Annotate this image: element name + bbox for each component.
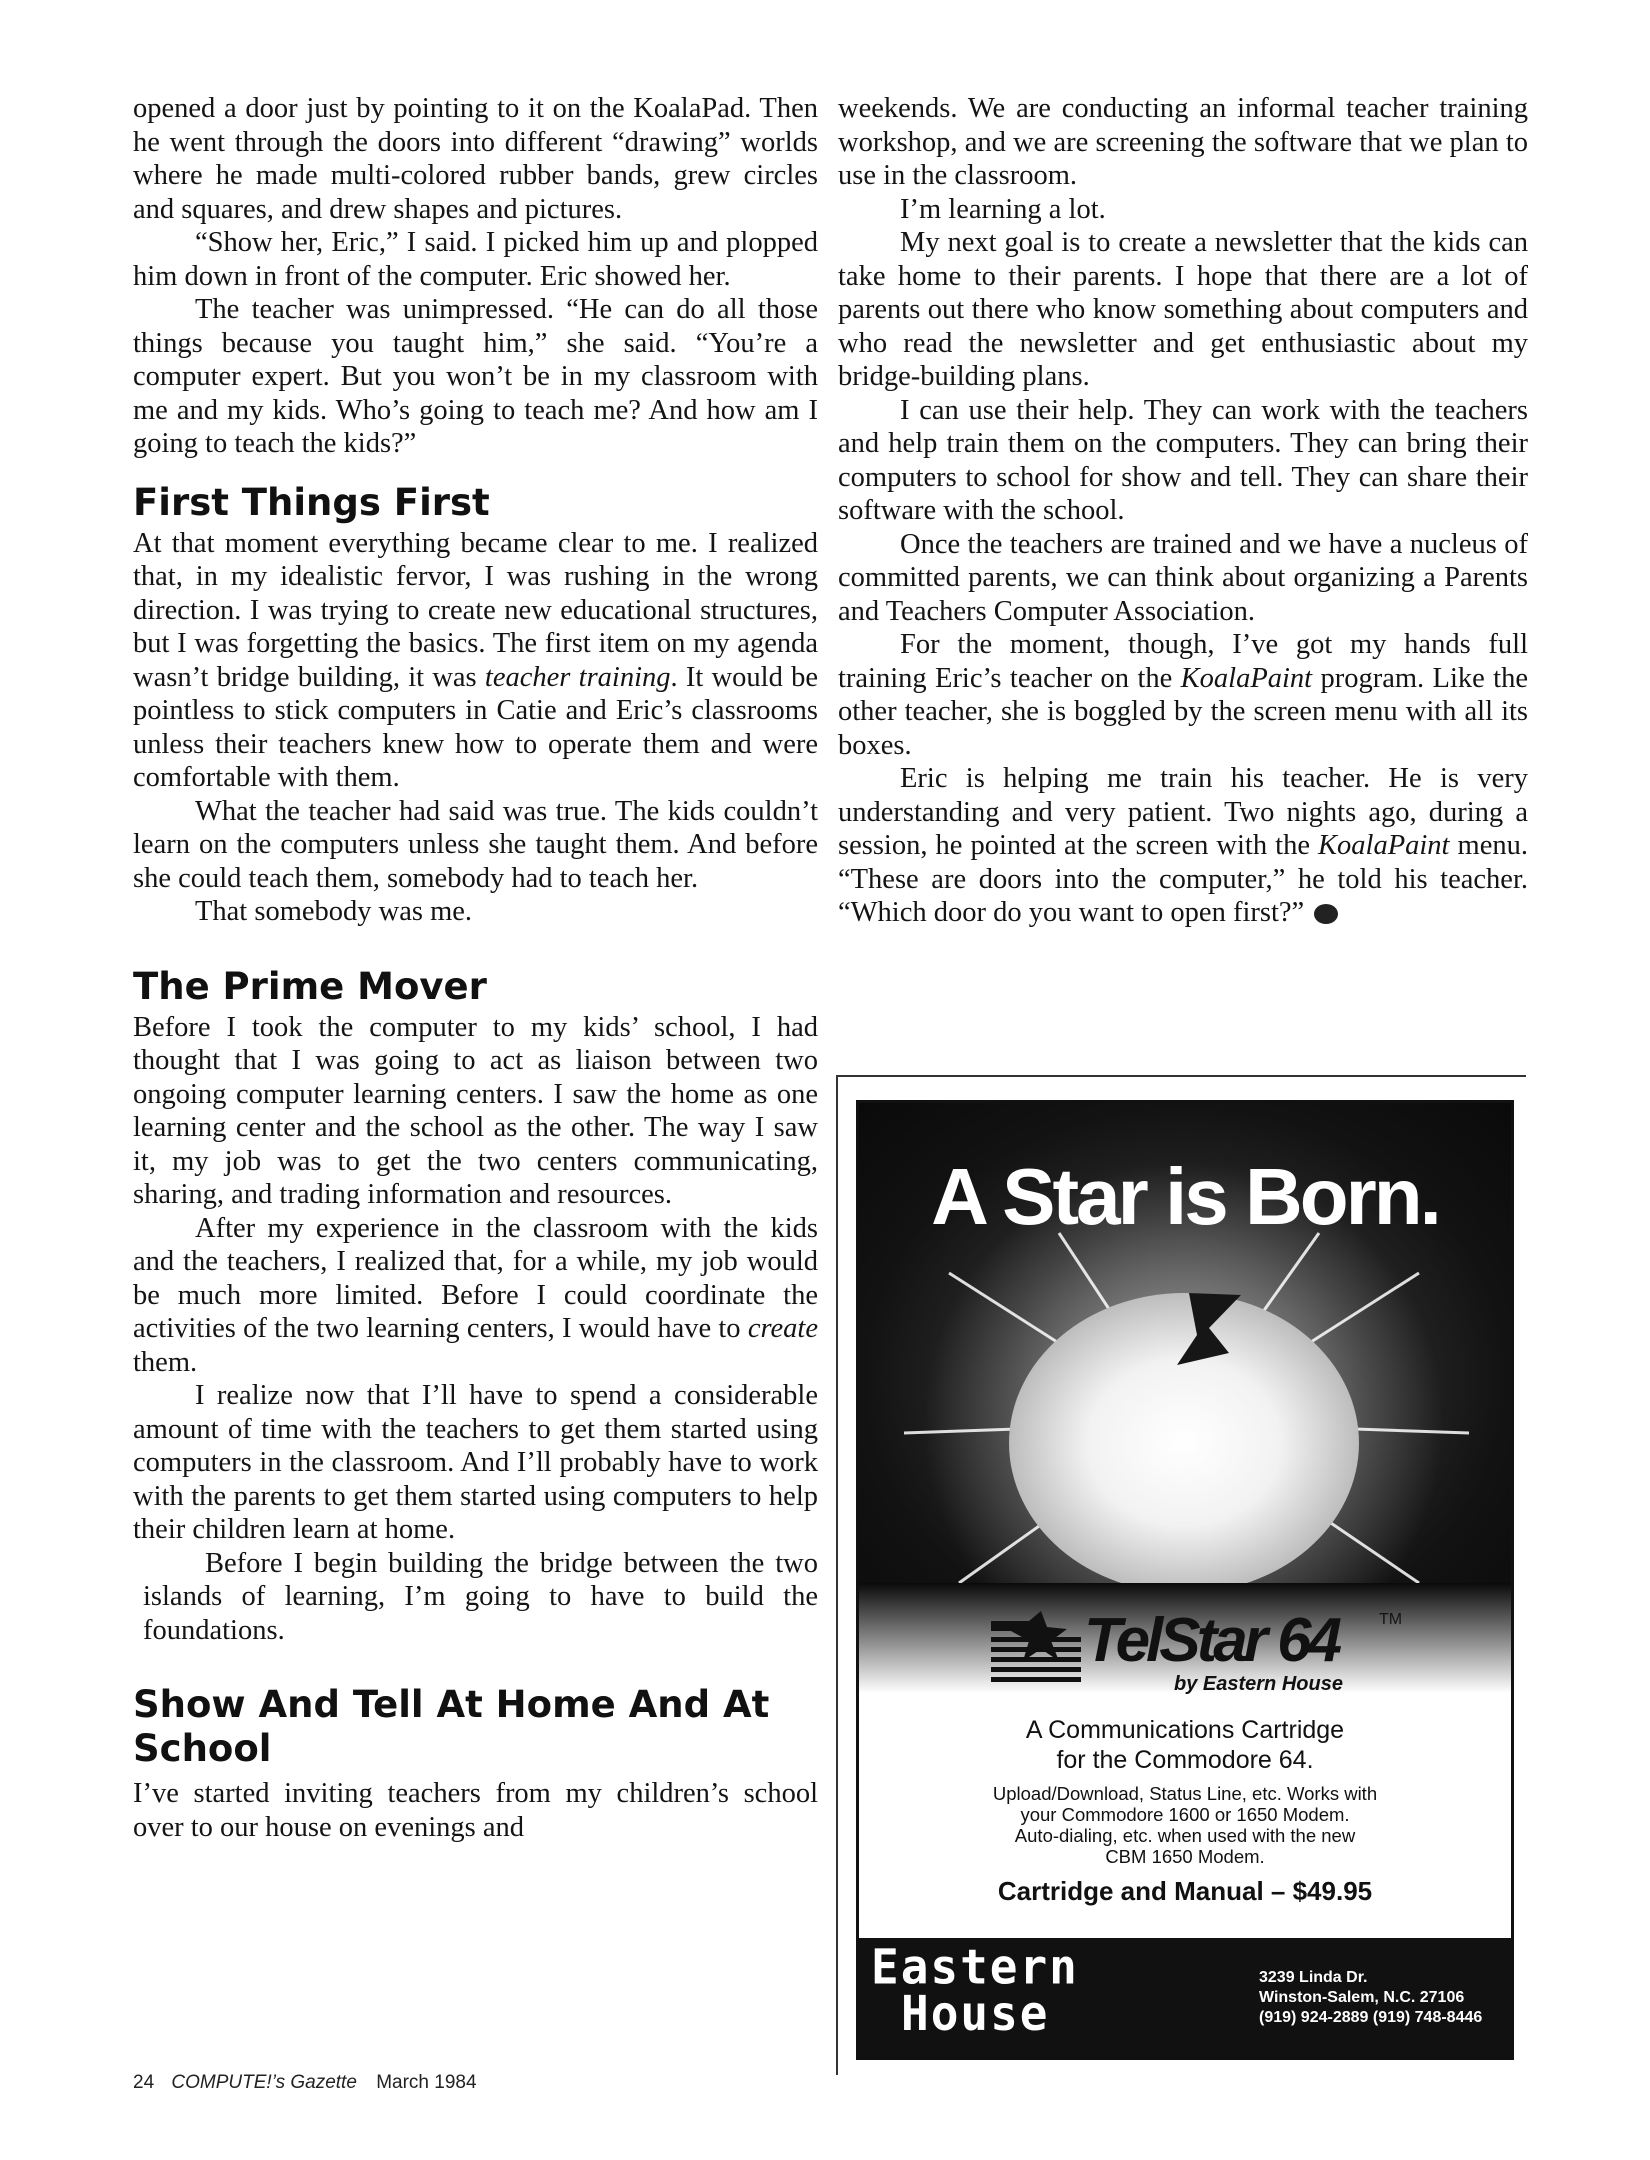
- ad-tagline: A Communications Cartridge for the Commodore 64.: [1025, 1716, 1345, 1774]
- paragraph: My next goal is to create a newsletter that the kids can take home to their parents. I hope that there are a lot of parents out there who know something about computers and who read the newsletter and get enthusiastic about my bridge-building plans.: [838, 227, 1528, 392]
- telstar-logo: [989, 1603, 1409, 1693]
- telstar-flag-icon: [989, 1609, 1089, 1689]
- ad-headline: A Star is Born.: [931, 1152, 1439, 1241]
- right-column: [838, 92, 1528, 930]
- paragraph: What the teacher had said was true. The kids couldn’t learn on the computers unless she taught them. And before she could teach them, somebody had to teach her.: [133, 795, 818, 894]
- paragraph: opened a door just by pointing to it on the KoalaPad. Then he went through the doors into different “drawing” worlds where he made multi-colored rubber bands, grew circles and squares, and drew shapes and pictures.: [133, 93, 818, 225]
- paragraph: I can use their help. They can work with the teachers and help train them on the computers. They can bring their computers to school for show and tell. They can share their software with the school.: [838, 394, 1528, 526]
- page-number: 24: [133, 2072, 155, 2093]
- paragraph: The teacher was unimpressed. “He can do all those things because you taught him,” she said. “You’re a computer expert. But you won’t be in my classroom with me and my kids. Who’s going to teach me? And how am I going to teach the kids?”: [133, 294, 818, 459]
- end-of-article-icon: G: [1314, 904, 1338, 924]
- ad-border-rule: [836, 1075, 838, 2075]
- paragraph: Before I begin building the bridge between the two islands of learning, I’m going to have to build the foundations.: [143, 1547, 818, 1646]
- company-address: 3239 Linda Dr. Winston-Salem, N.C. 27106 (919) 924-2889 (919) 748-8446: [1259, 1969, 1483, 2026]
- product-byline: by Eastern House: [1174, 1673, 1343, 1695]
- paragraph: weekends. We are conducting an informal teacher training workshop, and we are screening the software that we plan to use in the classroom.: [838, 93, 1528, 191]
- emphasis-koalapaint: KoalaPaint: [1180, 662, 1313, 694]
- trademark-mark: TM: [1379, 1611, 1403, 1628]
- publication-name: COMPUTE!’s Gazette: [171, 2072, 357, 2093]
- paragraph: Once the teachers are trained and we have a nucleus of committed parents, we can think about organizing a Parents and Teachers Computer Association.: [838, 528, 1528, 627]
- paragraph: For the moment, though, I’ve got my hands full training Eric’s teacher on the KoalaPaint program. Like the other teacher, she is boggled by the screen menu with all its boxes.: [838, 629, 1528, 761]
- emphasis-koalapaint: KoalaPaint: [1318, 830, 1450, 861]
- page-footer: [133, 2072, 477, 2094]
- issue-date: March 1984: [376, 2072, 477, 2093]
- ad-features: Upload/Download, Status Line, etc. Works with your Commodore 1600 or 1650 Modem. Auto-dialing, etc. when used with the new CBM 1650 Modem.: [992, 1783, 1378, 1867]
- paragraph: I’m learning a lot.: [900, 193, 1106, 225]
- paragraph: Before I took the computer to my kids’ school, I had thought that I was going to act as liaison between two ongoing computer learning centers. I saw the home as one learning center and the school as the other. The way I saw it, my job was to get the two centers communicating, sharing, and trading information and resources.: [133, 1011, 818, 1210]
- section-heading-show-and-tell: Show And Tell At Home And At School: [133, 1683, 770, 1770]
- ad-border-rule: [836, 1075, 1526, 1077]
- paragraph: After my experience in the classroom with the kids and the teachers, I realized that, for a while, my job would be much more limited. Before I could coordinate the activities of the two learning centers, I would have to create them.: [133, 1212, 818, 1378]
- product-name: TelStar 64: [1084, 1606, 1339, 1675]
- advertisement-telstar: [856, 1100, 1514, 2060]
- emphasis-teacher-training: teacher training: [484, 661, 671, 693]
- left-column: [133, 92, 818, 1844]
- section-heading-first-things-first: First Things First: [133, 480, 490, 524]
- paragraph: I’ve started inviting teachers from my children’s school over to our house on evenings and: [133, 1778, 818, 1843]
- paragraph: I realize now that I’ll have to spend a considerable amount of time with the teachers to get them started using computers in the classroom. And I’ll probably have to work with the parents to get them started using computers to help their children learn at home.: [133, 1380, 818, 1545]
- paragraph: Eric is helping me train his teacher. He is very understanding and very patient. Two nights ago, during a session, he pointed at the screen with the KoalaPaint menu. “These are doors into the computer,” he told his teacher. “Which door do you want to open first?” G: [838, 763, 1528, 928]
- paragraph: That somebody was me.: [195, 896, 473, 927]
- paragraph: “Show her, Eric,” I said. I picked him up and plopped him down in front of the computer. Eric showed her.: [133, 227, 818, 292]
- eastern-house-logo: Eastern House: [871, 1938, 1079, 2042]
- emphasis-create: create: [747, 1313, 818, 1344]
- section-heading-prime-mover: The Prime Mover: [133, 964, 487, 1008]
- paragraph: At that moment everything became clear to me. I realized that, in my idealistic fervor, I was rushing in the wrong direction. I was trying to create new educational structures, but I was forgetting the basics. The first item on my agenda wasn’t bridge building, it was teacher training. It would be pointless to stick computers in Catie and Eric’s classrooms unless their teachers knew how to operate them and were comfortable with them.: [133, 527, 818, 793]
- ad-company-banner: [859, 1938, 1511, 2060]
- ad-star-panel: [859, 1103, 1511, 1633]
- ad-price: Cartridge and Manual – $49.95: [997, 1876, 1373, 1906]
